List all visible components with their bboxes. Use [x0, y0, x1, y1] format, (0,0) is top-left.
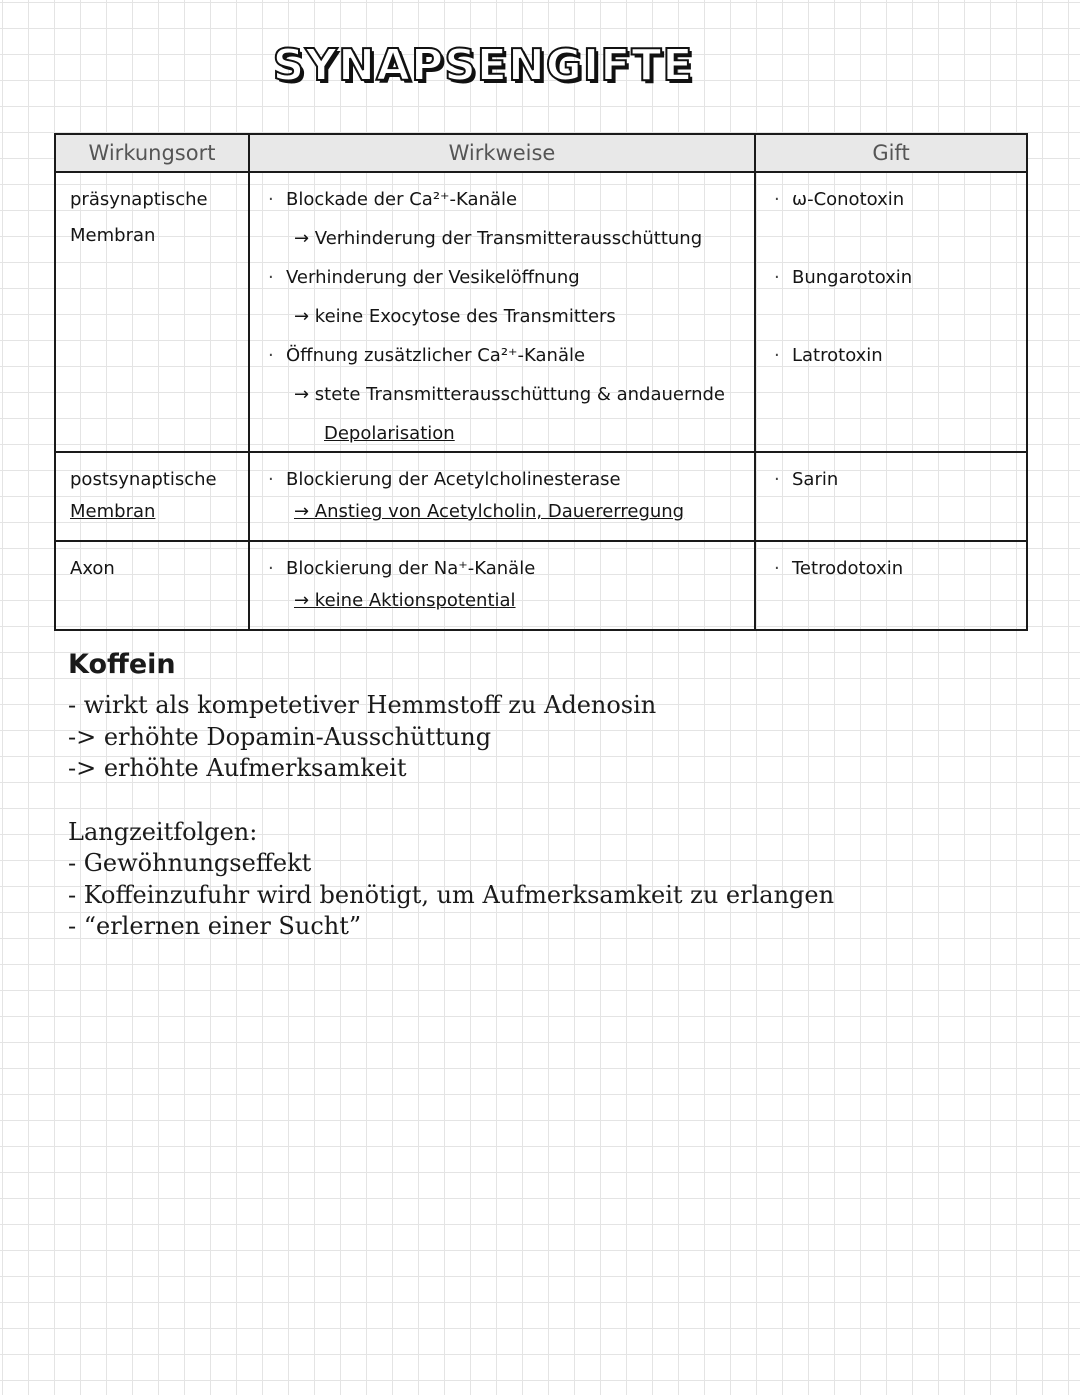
spacer — [68, 785, 1028, 817]
table-row — [55, 541, 1027, 630]
poison-cell — [755, 541, 1027, 630]
page-title: SYNAPSENGIFTE — [272, 40, 694, 91]
poison-name: · Bungarotoxin — [774, 267, 913, 288]
site-cell — [55, 452, 249, 541]
site-cell — [55, 541, 249, 630]
mode-line: · Blockierung der Acetylcholinesterase — [268, 469, 621, 490]
koffein-section — [68, 646, 1028, 943]
koffein-line: -> erhöhte Dopamin-Ausschüttung — [68, 722, 492, 751]
site-text: Membran — [70, 224, 156, 246]
mode-line: → Anstieg von Acetylcholin, Dauererregung — [294, 501, 685, 522]
poison-name: · Latrotoxin — [774, 345, 883, 366]
table-header-row — [55, 134, 1027, 172]
header-mode: Wirkweise — [249, 134, 755, 172]
bullet-dot-icon: · — [774, 267, 780, 288]
mode-line: · Öffnung zusätzlicher Ca²⁺-Kanäle — [268, 345, 586, 366]
table-row — [55, 452, 1027, 541]
bullet-dot-icon: · — [268, 558, 274, 579]
mode-cell — [249, 452, 755, 541]
bullet-dot-icon: · — [774, 469, 780, 490]
poison-name: · ω-Conotoxin — [774, 189, 905, 210]
mode-line: · Verhinderung der Vesikelöffnung — [268, 267, 580, 288]
bullet-dot-icon: · — [268, 267, 274, 288]
site-text: Axon — [70, 558, 115, 579]
poison-name: · Tetrodotoxin — [774, 558, 904, 579]
poison-name: · Sarin — [774, 469, 839, 490]
longterm-line: - Koffeinzufuhr wird benötigt, um Aufmerksamkeit zu erlangen — [68, 880, 835, 909]
mode-line: → keine Exocytose des Transmitters — [294, 306, 616, 327]
bullet-dot-icon: · — [774, 189, 780, 210]
mode-cell — [249, 172, 755, 452]
bullet-dot-icon: · — [774, 345, 780, 366]
bullet-dot-icon: · — [268, 345, 274, 366]
mode-line: → keine Aktionspotential — [294, 590, 516, 611]
longterm-line: - Gewöhnungseffekt — [68, 849, 312, 877]
header-site: Wirkungsort — [55, 134, 249, 172]
mode-cell — [249, 541, 755, 630]
longterm-line: - “erlernen einer Sucht” — [68, 912, 362, 940]
site-text: postsynaptische — [70, 469, 217, 490]
site-text: präsynaptische — [70, 189, 208, 210]
site-cell — [55, 172, 249, 452]
mode-line: → stete Transmitterausschüttung & andauernde — [294, 384, 725, 405]
site-text: Membran — [70, 500, 156, 522]
koffein-line: -> erhöhte Aufmerksamkeit — [68, 754, 407, 782]
header-poison: Gift — [755, 134, 1027, 172]
mode-line: Depolarisation — [324, 423, 455, 444]
table-row — [55, 172, 1027, 452]
koffein-heading: Koffein — [68, 649, 176, 680]
koffein-line: - wirkt als kompetetiver Hemmstoff zu Adenosin — [68, 691, 657, 719]
mode-line: · Blockierung der Na⁺-Kanäle — [268, 558, 536, 579]
mode-line: · Blockade der Ca²⁺-Kanäle — [268, 189, 518, 210]
poison-cell — [755, 172, 1027, 452]
bullet-dot-icon: · — [268, 469, 274, 490]
synapse-poison-table — [54, 133, 1028, 631]
mode-line: → Verhinderung der Transmitterausschüttung — [294, 228, 703, 249]
bullet-dot-icon: · — [268, 189, 274, 210]
longterm-heading: Langzeitfolgen: — [68, 817, 258, 846]
poison-cell — [755, 452, 1027, 541]
bullet-dot-icon: · — [774, 558, 780, 579]
